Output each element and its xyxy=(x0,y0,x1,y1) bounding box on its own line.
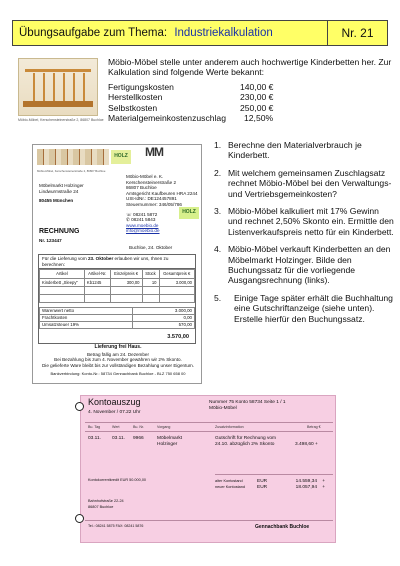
task-item xyxy=(214,244,394,286)
sum-label: Warenwert netto xyxy=(40,308,133,315)
cost-value: 12,50% xyxy=(244,113,274,124)
row-tag: 03.11. xyxy=(88,436,101,441)
col-artikel: Artikel xyxy=(40,270,85,279)
company-line: USt-IdNr.: DE124457891 xyxy=(126,196,177,202)
task-text: Möbio-Möbel verkauft Kinderbetten an den Möbelmarkt Holzinger. Bilde den Buchungssatz für die vorliegende Ausgangsrechnung (links). xyxy=(228,244,391,286)
balance-value: 14.559,34 xyxy=(295,479,317,484)
task-number: 4. xyxy=(214,244,222,255)
task-item xyxy=(214,168,394,199)
cost-list xyxy=(108,82,273,124)
col-artikel-nr: Artikel-Nr. xyxy=(84,270,110,279)
credit-limit: Kontokorrentkredit EUR 50.000,00 xyxy=(88,478,147,482)
crib-bar xyxy=(63,73,65,103)
mm-logo-text: MM xyxy=(145,145,163,159)
table-row xyxy=(40,279,195,287)
statement-title: Kontoauszug xyxy=(88,397,141,407)
cost-label: Selbstkosten xyxy=(108,102,158,113)
bank-phone: Tel.: 08241 5875 FAX: 08241 5876 xyxy=(88,524,144,528)
cost-label: Herstellkosten xyxy=(108,92,163,103)
punch-hole-icon xyxy=(75,402,84,411)
cost-value: 230,00 € xyxy=(240,92,274,103)
company-line: Amtsgericht Kaufbeuren HRA 2244 xyxy=(126,190,198,196)
task-number: 3. xyxy=(214,206,222,217)
statement-account-line: Nummer 75 Konto 58734 Seite 1 / 1 xyxy=(209,400,286,405)
statement-footer xyxy=(85,520,333,530)
terms-line: Die gelieferte Ware bleibt bis zur vollständigen Bezahlung unser Eigentum. xyxy=(41,362,195,368)
recipient-name: Möbelmarkt Holzinger xyxy=(39,183,84,188)
balance-sign: + xyxy=(322,484,325,490)
crib-bar xyxy=(43,73,45,103)
punch-hole-icon xyxy=(75,514,84,523)
crib-base xyxy=(23,101,93,107)
bank-address xyxy=(88,499,124,511)
task-number: 5. xyxy=(214,292,222,303)
col-gesamtpreis: Gesamtpreis € xyxy=(159,270,194,279)
cell-einzelpreis: 300,00 xyxy=(110,279,142,287)
cost-value: 140,00 € xyxy=(240,82,274,92)
exercise-number: Nr. 21 xyxy=(327,21,387,45)
statement-date: 4. November / 07.22 Uhr xyxy=(88,410,141,415)
worksheet-header xyxy=(12,20,388,46)
recipient-street: Lindwurmstraße 24 xyxy=(39,188,79,194)
item-table xyxy=(39,269,195,303)
cost-row xyxy=(108,92,273,102)
crib-bar xyxy=(83,73,85,103)
invoice-letterhead xyxy=(37,145,197,165)
statement-holder: Möbio-Möbel xyxy=(209,405,237,411)
invoice-table xyxy=(38,254,196,344)
task-item xyxy=(214,293,394,324)
cost-row xyxy=(108,82,273,92)
balance-sign: + xyxy=(322,479,325,484)
table-row-empty xyxy=(40,287,195,295)
delivery-date: 23. Oktober xyxy=(87,256,114,261)
statement-meta xyxy=(209,400,286,412)
company-email-link[interactable]: info@moebio.de xyxy=(126,228,160,234)
cell-artikel: Kinderbett „Sleepy“ xyxy=(40,279,85,287)
cost-label: Materialgemeinkostenzuschlag xyxy=(108,113,226,124)
task-number: 1. xyxy=(214,140,222,150)
sum-label: Frachtkosten xyxy=(40,315,133,322)
crib-photo xyxy=(18,58,98,116)
cell-artikel-nr: Kb1245 xyxy=(84,279,110,287)
company-line: 86807 Buchloe xyxy=(126,185,157,191)
intro-text: Möbio-Möbel stelle unter anderem auch hochwertige Kinderbetten her. Zur Kalkulation sind folgende Werte bekannt: xyxy=(108,57,392,78)
holz-logo-small: HOLZ xyxy=(179,207,199,219)
crib-bar xyxy=(53,73,55,103)
row-wert: 03.11. xyxy=(112,436,125,441)
worksheet-title xyxy=(13,27,327,39)
balance-label: alter Kontostand xyxy=(215,479,243,483)
task-list xyxy=(214,140,394,331)
balance-row xyxy=(215,485,333,491)
invoice-date: Buchloe, 24. Oktober xyxy=(129,245,173,250)
col-wert: Wert xyxy=(112,425,120,429)
sum-row xyxy=(40,322,195,329)
sum-value: 570,00 xyxy=(133,322,195,329)
row-vorgang: Möbelmarkt Holzinger xyxy=(157,436,183,447)
intro-suffix: erlauben wir uns, Ihnen zu berechnen: xyxy=(42,256,169,267)
col-einzelpreis: Einzelpreis € xyxy=(110,270,142,279)
balance-currency: EUR xyxy=(257,484,268,490)
cell-stueck: 10 xyxy=(142,279,159,287)
task-number: 2. xyxy=(214,167,222,178)
col-bu-tag: Bu. Tag xyxy=(88,425,101,429)
company-line: Möbio-Möbel e. K. xyxy=(126,174,164,179)
task-item xyxy=(214,140,394,161)
holz-logo: HOLZ xyxy=(111,150,131,164)
cost-row xyxy=(108,103,273,113)
table-row-empty xyxy=(40,295,195,303)
terms-line: Betrag fällig am 24. Dezember xyxy=(86,351,150,357)
invoice-number: Nr. 123447 xyxy=(39,238,62,243)
col-bu-nr: Bu. Nr. xyxy=(133,425,144,429)
invoice-sums xyxy=(39,307,195,329)
col-betrag: Betrag € xyxy=(307,425,321,429)
terms-line: Bei Bezahlung bis zum 4. November gewähren wir 2% Skonto. xyxy=(54,357,182,363)
row-info: Gutschrift für Rechnung vom 24.10. abzüglich 2% Skonto xyxy=(215,436,277,447)
letterhead-photo-strip xyxy=(37,149,109,165)
cost-label: Fertigungskosten xyxy=(108,82,174,92)
photo-caption: Möbio-Möbel, Kerschensteinerstraße 2, 86807 Buchloe xyxy=(18,118,104,122)
invoice-terms xyxy=(39,345,197,368)
sum-value: 0,00 xyxy=(133,315,195,322)
company-line: Steuernummer: 346/05/786 xyxy=(126,201,182,207)
sender-line: Möbio-Möbel, Kerschensteinerstraße 2, 86807 Buchloe xyxy=(37,169,106,173)
sum-label: Umsatzsteuer 19% xyxy=(40,322,133,329)
cost-value: 250,00 € xyxy=(240,102,274,113)
sum-row xyxy=(40,308,195,315)
statement-columns xyxy=(85,422,333,432)
row-betrag: 3.498,60 + xyxy=(295,442,318,447)
cost-row xyxy=(108,113,273,123)
col-vorgang: Vorgang xyxy=(157,425,171,429)
balance-currency: EUR xyxy=(257,479,268,484)
invoice-intro xyxy=(39,255,195,269)
bank-statement xyxy=(80,395,336,543)
row-nr: 9966 xyxy=(133,436,144,441)
company-phone: ☏ 08241 5872 xyxy=(126,211,158,217)
col-stueck: Stück xyxy=(142,270,159,279)
sum-value: 3.000,00 xyxy=(133,308,195,315)
task-item xyxy=(214,206,394,237)
company-web-link[interactable]: www.moebio.de xyxy=(126,222,159,228)
address-line: 86807 Buchloe xyxy=(88,504,114,509)
balances xyxy=(215,474,333,491)
company-fax: ✆ 08241 5843 xyxy=(126,217,156,223)
company-line: Kerschensteinerstraße 2 xyxy=(126,179,177,185)
invoice-document xyxy=(32,144,202,384)
task-text: Einige Tage später erhält die Buchhaltung eine Gutschriftanzeige (siehe unten). Erstelle hierfür den Buchungssatz. xyxy=(234,292,393,324)
mm-logo xyxy=(145,145,163,159)
title-prefix: Übungsaufgabe zum Thema: xyxy=(19,27,168,39)
invoice-total: 3.570,00 xyxy=(167,334,189,341)
invoice-title: RECHNUNG xyxy=(39,228,80,235)
col-zusatz: Zusatzinformation xyxy=(215,425,244,429)
item-table-header xyxy=(40,270,195,279)
bank-name: Gennachbank Buchloe xyxy=(255,524,310,530)
task-text: Berechne den Materialverbrauch je Kinderbett. xyxy=(228,140,362,161)
title-topic: Industriekalkulation xyxy=(174,27,273,39)
crib-rail-top xyxy=(25,69,91,72)
company-info xyxy=(126,174,201,234)
crib-bar xyxy=(73,73,75,103)
sum-row xyxy=(40,315,195,322)
crib-bar xyxy=(33,73,35,103)
task-text: Mit welchem gemeinsamen Zuschlagsatz rechnet Möbio-Möbel bei den Verwaltungs- und Vertriebsgemeinkosten? xyxy=(228,167,392,199)
invoice-recipient xyxy=(39,183,119,204)
balance-value: 18.057,94 xyxy=(295,484,317,490)
task-text: Möbio-Möbel kalkuliert mit 17% Gewinn und rechnet 2,50% Skonto ein. Ermittle den Listenverkaufspreis netto für ein Kinderbett. xyxy=(228,206,394,237)
cell-gesamtpreis: 3.000,00 xyxy=(159,279,194,287)
address-line: Bahnhofstraße 22-24 xyxy=(88,499,124,503)
recipient-city: 80455 München xyxy=(39,198,74,204)
terms-title: Lieferung frei Haus. xyxy=(94,344,142,350)
intro-prefix: Für die Lieferung vom xyxy=(42,256,87,261)
invoice-bank: Bankverbindung: Konto-Nr.: 58734 Gennachbank Buchloe - BLZ 750 658 00 xyxy=(50,371,186,376)
balance-label: neuer Kontostand xyxy=(215,484,245,489)
